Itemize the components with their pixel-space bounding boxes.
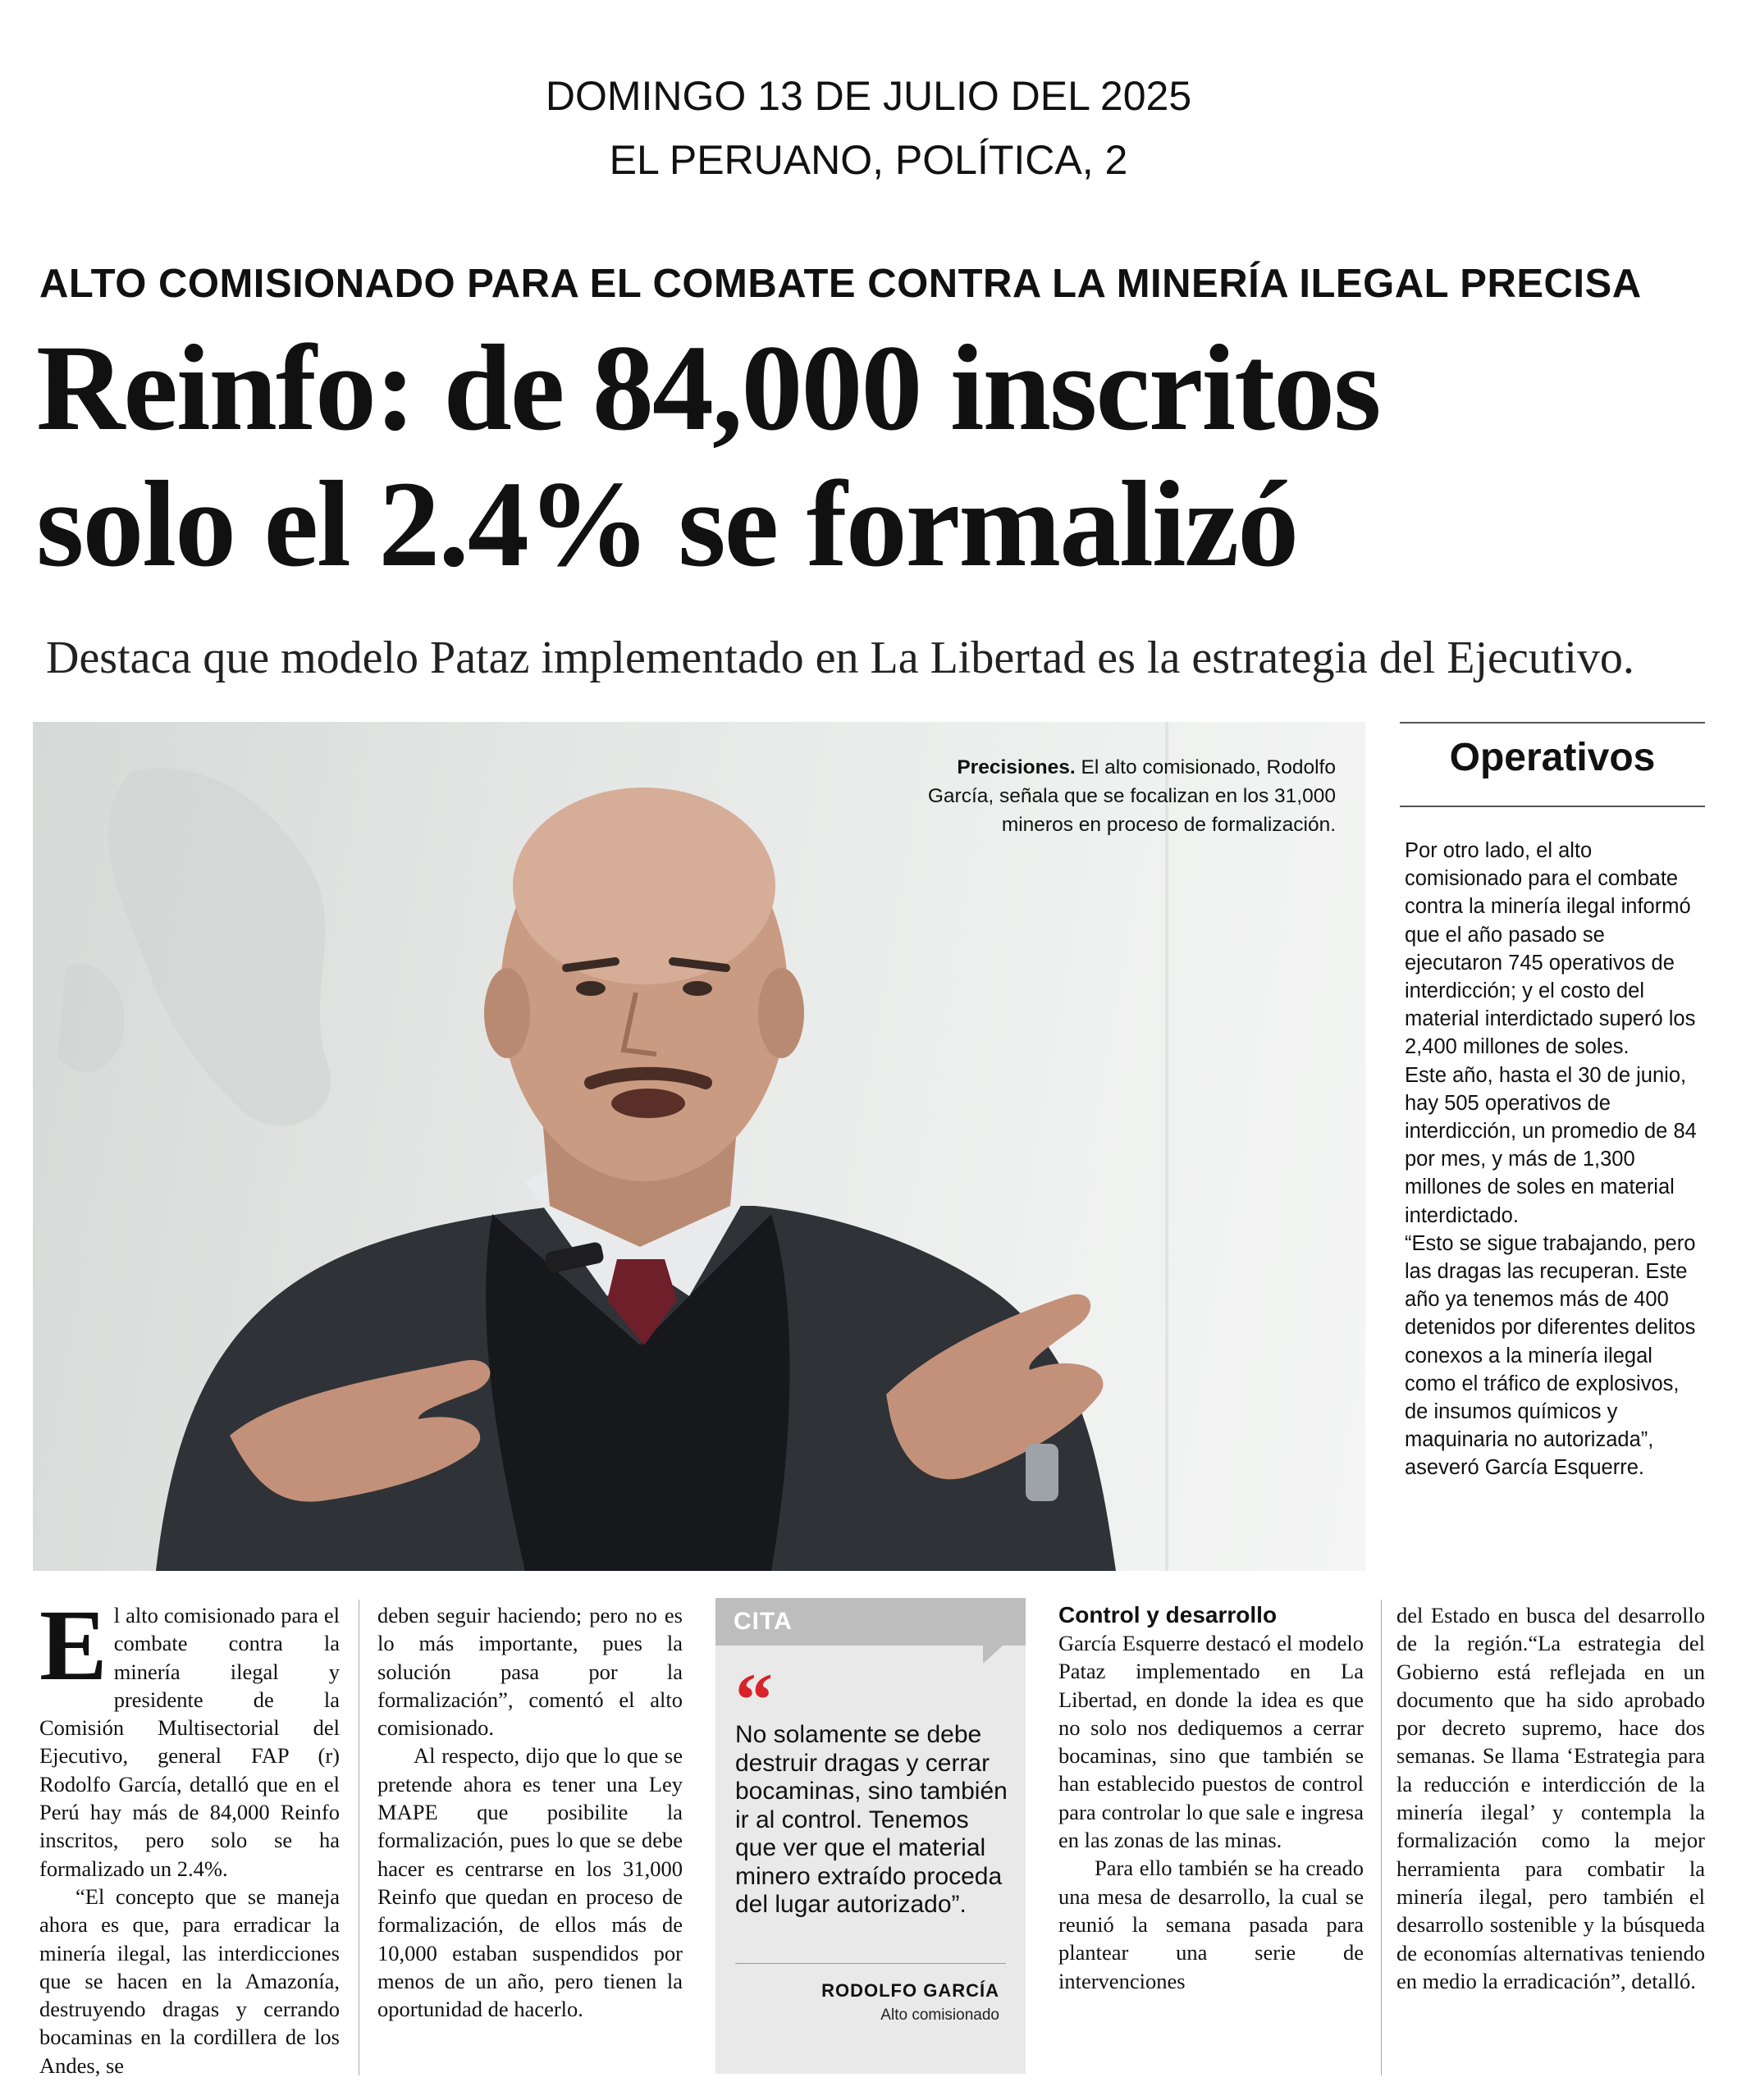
article-column-2 (377, 1601, 683, 2023)
sidebar-paragraph-3: “Esto se sigue trabajando, pero las dragas las recuperan. Este año ya tenemos más de 400 detenidos por diferentes delitos conexos a la minería ilegal como el tráfico de explosivos, de insumos químicos y maquinaria no autorizada”, aseveró García Esquerre. (1405, 1231, 1696, 1480)
subhead-control: Control y desarrollo (1058, 1602, 1278, 1628)
headline-line-2: solo el 2.4% se formalizó (36, 456, 1298, 592)
quote-mark-icon: “ (735, 1658, 773, 1742)
quote-author: RODOLFO GARCÍA (821, 1980, 999, 2001)
dropcap: E (39, 1589, 107, 1701)
photo-illustration (33, 722, 1365, 1571)
sidebar-paragraph-1: Por otro lado, el alto comisionado para el combate contra la minería ilegal informó que el año pasado se ejecutaron 745 operativos de interdicción; y el costo del material interdictado superó los 2,400 millones de soles. (1405, 839, 1696, 1059)
dateline (0, 64, 1737, 192)
article-paragraph-6: Para ello también se ha creado una mesa de desarrollo, la cual se reunió la semana pasada para plantear una serie de intervenciones (1058, 1856, 1364, 1993)
headline (36, 320, 1710, 592)
quote-tab-pointer (983, 1646, 1003, 1664)
quote-text: No solamente se debe destruir dragas y cerrar bocaminas, sino también ir al control. Tenemos que ver que el material minero extraído proceda del lugar autorizado”. (735, 1721, 1008, 1918)
quote-role: Alto comisionado (880, 2006, 999, 2024)
dek: Destaca que modelo Pataz implementado en La Libertad es la estrategia del Ejecutivo. (46, 632, 1634, 683)
article-column-1 (39, 1589, 340, 2079)
article-paragraph-2: “El concepto que se maneja ahora es que, para erradicar la minería ilegal, las interdicciones que se hacen en la Amazonía, destruyendo dragas y cerrando bocaminas en la cordillera de los Andes, se (39, 1883, 340, 2078)
article-column-5 (1396, 1601, 1705, 1995)
sidebar-paragraph-2: Este año, hasta el 30 de junio, hay 505 operativos de interdicción, un promedio de 84 por mes, y más de 1,300 millones de soles en material interdictado. (1405, 1063, 1697, 1227)
sidebar-rule (1400, 806, 1705, 807)
headline-line-1: Reinfo: de 84,000 inscritos (36, 320, 1380, 456)
quote-rule (735, 1963, 1006, 1964)
column-divider (1381, 1600, 1382, 2075)
article-paragraph-7: del Estado en busca del desarrollo de la región.“La estrategia del Gobierno está reflejada en un documento que ha sido aprobado por decreto supremo, hace dos semanas. Se llama ‘Estrategia para la reducción e interdicción de la minería ilegal’ y contempla la formalización como la mejor herramienta para combatir la minería ilegal, pero también el desarrollo sostenible y la búsqueda de economías alternativas teniendo en medio la erradicación”, detalló. (1396, 1603, 1705, 1993)
quote-label: CITA (734, 1608, 793, 1635)
article-photo (33, 722, 1365, 1571)
caption-lead: Precisiones. (957, 756, 1076, 778)
dateline-date: DOMINGO 13 DE JULIO DEL 2025 (545, 73, 1192, 119)
photo-caption (919, 753, 1336, 839)
article-paragraph-5: García Esquerre destacó el modelo Pataz implementado en La Libertad, en donde la idea es que no solo nos dediquemos a cerrar bocaminas, sino que también se han establecido puestos de control para controlar lo que sale e ingresa en las zonas de las minas. (1058, 1631, 1364, 1853)
dateline-section: EL PERUANO, POLÍTICA, 2 (609, 137, 1128, 183)
sidebar-body (1405, 837, 1702, 1482)
sidebar-rule-top (1400, 722, 1705, 724)
kicker: ALTO COMISIONADO PARA EL COMBATE CONTRA LA MINERÍA ILEGAL PRECISA (39, 262, 1642, 306)
sidebar-title: Operativos (1449, 736, 1656, 779)
article-paragraph-4: Al respecto, dijo que lo que se pretende ahora es tener una Ley MAPE que posibilite la formalización, pues lo que se debe hacer es centrarse en los 31,000 Reinfo que quedan en proceso de formalización, de ellos más de 10,000 estaban suspendidos por menos de un año, pero tienen la oportunidad de hacerlo. (377, 1743, 683, 2022)
caption-text: El alto comisionado, Rodolfo García, señala que se focalizan en los 31,000 mineros en proceso de formalización. (927, 756, 1336, 836)
article-paragraph-1: l alto comisionado para el combate contra la minería ilegal y presidente de la Comisión Multisectorial del Ejecutivo, general FAP (r) Rodolfo García, detalló que en el Perú hay más de 84,000 Reinfo inscritos, pero solo se ha formalizado un 2.4%. (39, 1603, 340, 1881)
article-column-4 (1058, 1601, 1364, 1995)
article-paragraph-3: deben seguir haciendo; pero no es lo más importante, pues la solución pasa por la formalización”, comentó el alto comisionado. (377, 1603, 683, 1741)
